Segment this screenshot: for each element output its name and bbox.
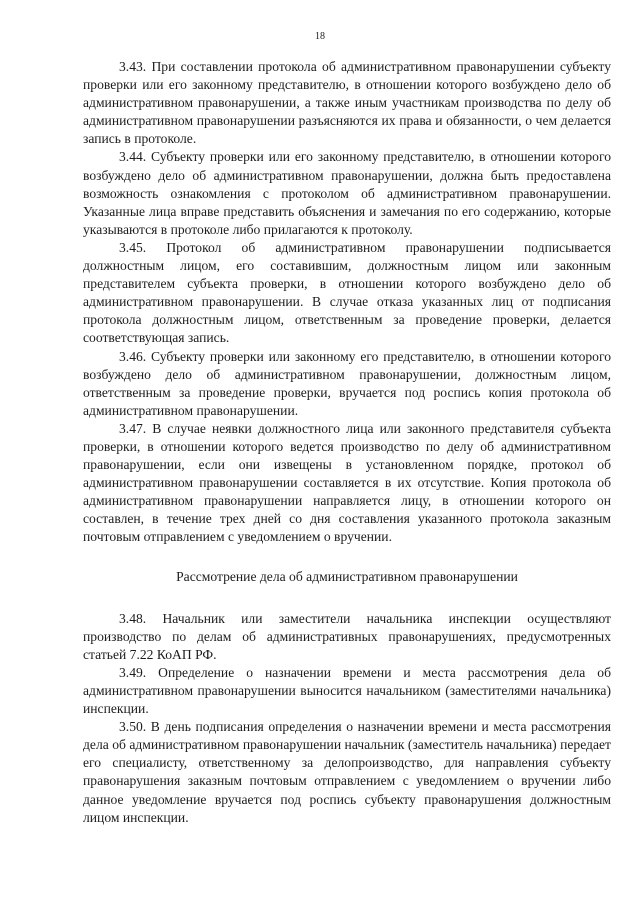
paragraph-3-46: 3.46. Субъекту проверки или законному его представителю, в отношении которого возбуждено дело об административном правонарушении, должностным лицом, ответственным за проведение проверки, вручается под роспись копия протокола об административном правонарушении. (83, 348, 611, 418)
paragraph-3-43: 3.43. При составлении протокола об административном правонарушении субъекту проверки или его законному представителю, в отношении которого возбуждено дело об административном правонарушении, а также иным участникам производства по делу об административном правонарушении разъясняются их права и обязанности, о чем делается запись в протоколе. (83, 59, 611, 147)
document-body (83, 58, 611, 827)
paragraph-3-48: 3.48. Начальник или заместители начальника инспекции осуществляют производство по делам об административных правонарушениях, предусмотренных статьей 7.22 КоАП РФ. (83, 610, 611, 662)
page-number: 18 (315, 31, 325, 42)
paragraph-3-47: 3.47. В случае неявки должностного лица или законного представителя субъекта проверки, в отношении которого ведется производство по делу об административном правонарушении, если они извещены в установленном порядке, протокол об административном правонарушении составляется в их отсутствие. Копия протокола об административном правонарушении направляется лицу, в отношении которого он составлен, в течение трех дней со дня составления указанного протокола заказным почтовым отправлением с уведомлением о вручении. (83, 420, 611, 545)
paragraph-3-49: 3.49. Определение о назначении времени и места рассмотрения дела об административном правонарушении выносится начальником (заместителями начальника) инспекции. (83, 664, 611, 717)
paragraph-3-45: 3.45. Протокол об административном правонарушении подписывается должностным лицом, его составившим, должностным лицом или законным представителем субъекта проверки, в отношении которого возбуждено дело об административном правонарушении. В случае отказа указанных лиц от подписания протокола должностным лицом, ответственным за проведение проверки, делается соответствующая запись. (83, 239, 611, 346)
section-heading: Рассмотрение дела об административном правонарушении (176, 568, 518, 584)
paragraph-3-50: 3.50. В день подписания определения о назначении времени и места рассмотрения дела об административном правонарушении начальник (заместитель начальника) передает его специалисту, ответственному за делопроизводство, для направления субъекту правонарушения заказным почтовым отправлением с уведомлением о вручении либо данное уведомление вручается под роспись субъекту правонарушения должностным лицом инспекции. (83, 719, 611, 825)
paragraph-3-44: 3.44. Субъекту проверки или его законному представителю, в отношении которого возбуждено дело об административном правонарушении, должна быть предоставлена возможность ознакомления с протоколом об административном правонарушении. Указанные лица вправе представить объяснения и замечания по его содержанию, которые указываются в протоколе либо прилагаются к протоколу. (83, 149, 611, 237)
